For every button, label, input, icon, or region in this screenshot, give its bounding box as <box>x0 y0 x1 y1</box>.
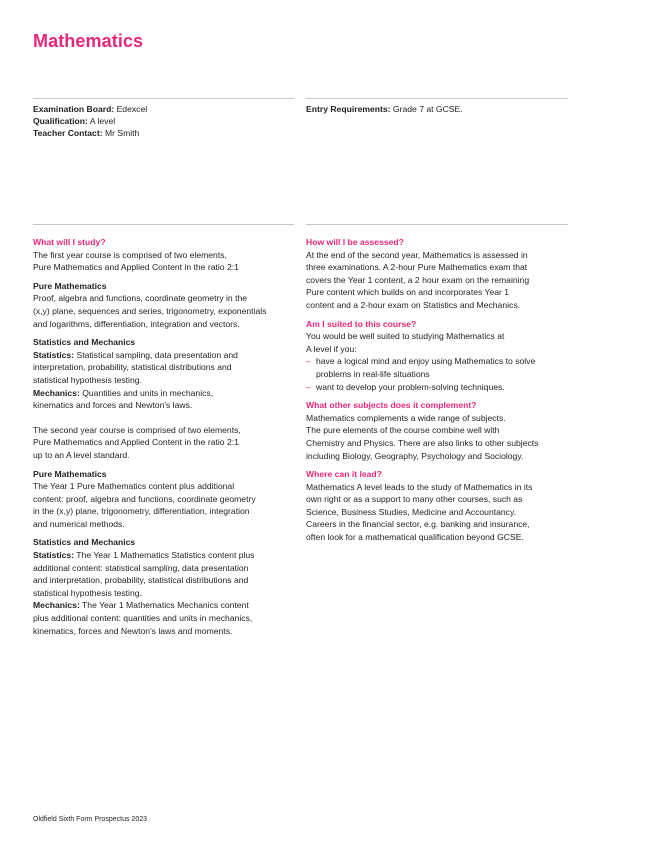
complement-text: Mathematics complements a wide range of subjects. The pure elements of the course combine well with Chemistry and Physics. There are also links to other subjects including Biology, Geography, Psychology and Sociology. <box>306 412 539 461</box>
lead-text: Mathematics A level leads to the study of Mathematics in its own right or as a support to many other courses, such as Science, Business Studies, Medicine and Accountancy. Careers in the financial sector, e.g. banking and insurance, often look for a mathematical qualification beyond GCSE. <box>306 481 533 543</box>
course-info <box>33 103 147 139</box>
pure2-text: The Year 1 Pure Mathematics content plus additional content: proof, algebra and functions, coordinate geometry in the (x,y) plane, trigonometry, differentiation, integration and numerical methods. <box>33 481 256 529</box>
qualification-row: Qualification: A level <box>33 116 116 126</box>
assessment-text: At the end of the second year, Mathematics is assessed in three examinations. A 2-hour Pure Mathematics exam that covers the Year 1 content, a 2 hour exam on the remaining Pure content which builds on and incorporates Year 1 content and a 2-hour exam on Statistics and Mechanics. <box>306 249 530 310</box>
lead-heading: Where can it lead? <box>306 469 382 480</box>
suited-bullet: – have a logical mind and enjoy using Mathematics to solve problems in real-life situations <box>306 356 536 379</box>
second-year-intro: The second year course is comprised of two elements, Pure Mathematics and Applied Content in the ratio 2:1 up to an A level standard. <box>33 424 241 460</box>
left-column <box>33 236 301 637</box>
exam-board-row: Examination Board: Edexcel <box>33 104 148 114</box>
stats2-mechanics: Mechanics: The Year 1 Mathematics Mechanics content plus additional content: quantities and units in mechanics, kinematics, forces and Newton's laws and moments. <box>33 600 253 636</box>
pure1-text: Proof, algebra and functions, coordinate geometry in the (x,y) plane, sequences and series, trigonometry, exponentials and logarithms, differentiation, integration and vectors. <box>33 293 267 329</box>
top-divider-right <box>306 98 568 99</box>
stats2-heading: Statistics and Mechanics <box>33 537 136 548</box>
pure1-heading: Pure Mathematics <box>33 280 107 291</box>
mid-divider-left <box>33 224 294 225</box>
dash-icon: – <box>306 381 311 392</box>
mid-divider-right <box>306 224 568 225</box>
footer-text: Oldfield Sixth Form Prospectus 2023 <box>33 816 147 823</box>
suited-bullet: – want to develop your problem-solving techniques. <box>306 381 505 392</box>
stats1-statistics: Statistics: Statistical sampling, data presentation and interpretation, probability, statistical distributions and statistical hypothesis testing. <box>33 349 238 385</box>
stats1-mechanics: Mechanics: Quantities and units in mechanics, kinematics and forces and Newton's laws. <box>33 387 214 411</box>
study-intro: The first year course is comprised of two elements, Pure Mathematics and Applied Content in the ratio 2:1 <box>33 249 239 273</box>
study-heading: What will I study? <box>33 237 106 247</box>
assessment-heading: How will I be assessed? <box>306 237 404 247</box>
suited-heading: Am I suited to this course? <box>306 318 417 329</box>
right-column <box>306 236 574 544</box>
complement-heading: What other subjects does it complement? <box>306 400 477 411</box>
teacher-contact-row: Teacher Contact: Mr Smith <box>33 128 140 138</box>
top-divider-left <box>33 98 294 99</box>
stats2-statistics: Statistics: The Year 1 Mathematics Statistics content plus additional content: statistical sampling, data presentation and interpretation, probability, statistical distributions and statistical hypothesis testing. <box>33 550 255 598</box>
entry-requirements: Entry Requirements: Grade 7 at GCSE. <box>306 104 463 114</box>
suited-text: You would be well suited to studying Mathematics at A level if you: <box>306 331 505 354</box>
page-title: Mathematics <box>33 31 144 51</box>
dash-icon: – <box>306 356 311 367</box>
pure2-heading: Pure Mathematics <box>33 468 107 479</box>
stats1-heading: Statistics and Mechanics <box>33 337 136 348</box>
